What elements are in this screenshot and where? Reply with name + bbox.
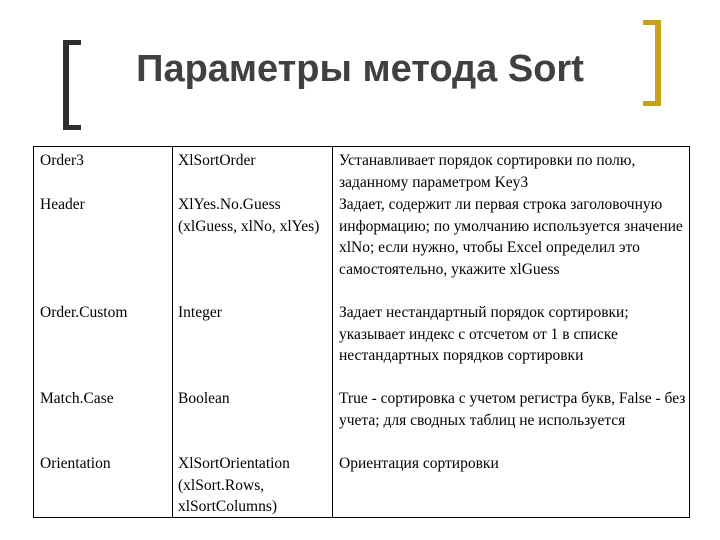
param-description-cell: True - сортировка с учетом регистра букв, False - без учета; для сводных таблиц не используется [339, 390, 686, 429]
param-type-cell: Integer [178, 304, 222, 321]
param-description-cell: Ориентация сортировки [339, 455, 499, 472]
param-type-cell: XlSortOrientation (xlSort.Rows, xlSortColumns) [178, 455, 290, 516]
param-name-cell: Order.Custom [40, 304, 128, 321]
param-description-cell: Задает, содержит ли первая строка заголовочную информацию; по умолчанию используется значение xlNo; если нужно, чтобы Excel определил это самостоятельно, укажите xlGuess [339, 196, 683, 278]
left-bracket-top-decoration [63, 40, 81, 45]
right-bracket-bottom-decoration [643, 101, 661, 106]
left-bracket-decoration [63, 40, 69, 130]
parameters-table [33, 146, 690, 518]
param-name-cell: Match.Case [40, 390, 114, 407]
right-bracket-decoration [655, 20, 661, 106]
slide-title: Параметры метода Sort [136, 48, 584, 90]
param-description-cell: Устанавливает порядок сортировки по полю, заданному параметром Key3 [339, 152, 636, 191]
param-type-cell: Boolean [178, 390, 230, 407]
left-bracket-bottom-decoration [63, 125, 81, 130]
right-bracket-top-decoration [643, 20, 661, 25]
param-type-cell: XlYes.No.Guess (xlGuess, xlNo, xlYes) [178, 196, 320, 235]
param-name-cell: Orientation [40, 455, 111, 472]
param-name-cell: Order3 [40, 152, 84, 169]
param-description-cell: Задает нестандартный порядок сортировки; указывает индекс с отсчетом от 1 в списке нестандартных порядков сортировки [339, 304, 629, 365]
param-name-cell: Header [40, 196, 85, 213]
param-type-cell: XlSortOrder [178, 152, 256, 169]
